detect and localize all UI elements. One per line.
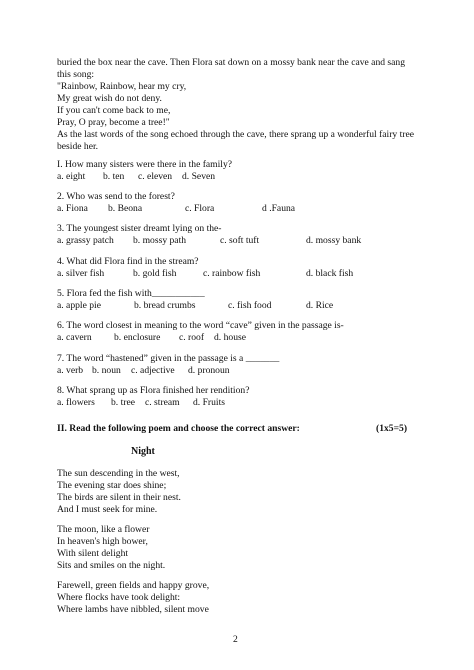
option-c: c. roof (179, 332, 205, 343)
question-2: 2. Who was send to the forest? (57, 191, 175, 202)
song-line: If you can't come back to me, (57, 105, 171, 116)
option-a: a. eight (57, 171, 86, 182)
poem-line: The birds are silent in their nest. (57, 492, 181, 503)
poem-line: Sits and smiles on the night. (57, 560, 166, 571)
option-a: a. apple pie (57, 300, 101, 311)
option-d: d. black fish (306, 268, 354, 279)
option-b: b. tree (111, 397, 135, 408)
option-b: b. noun (92, 365, 121, 376)
option-c: c. eleven (138, 171, 173, 182)
option-b: b. Beona (108, 203, 143, 214)
poem-line: The evening star does shine; (57, 480, 167, 491)
passage-line: buried the box near the cave. Then Flora sat down on a mossy bank near the cave and sang (57, 57, 406, 68)
poem-line: The moon, like a flower (57, 524, 150, 535)
option-d: d. mossy bank (306, 235, 362, 246)
passage-line: this song: (57, 69, 95, 80)
question-8: 8. What sprang up as Flora finished her rendition? (57, 385, 250, 396)
option-d: d. house (214, 332, 246, 343)
option-d: d. Rice (306, 300, 334, 311)
song-line: My great wish do not deny. (57, 93, 162, 104)
option-c: c. stream (145, 397, 180, 408)
option-b: b. ten (103, 171, 125, 182)
song-line: Pray, O pray, become a tree!" (57, 117, 170, 128)
question-3: 3. The youngest sister dreamt lying on the- (57, 223, 222, 234)
poem-line: Where lambs have nibbled, silent move (57, 604, 209, 615)
question-6: 6. The word closest in meaning to the word “cave” given in the passage is- (57, 320, 344, 331)
option-c: c. fish food (228, 300, 272, 311)
poem-line: With silent delight (57, 548, 129, 559)
option-c: c. rainbow fish (203, 268, 261, 279)
poem-title: Night (131, 446, 155, 457)
section-heading: II. Read the following poem and choose the correct answer: (57, 423, 300, 434)
poem-line: The sun descending in the west, (57, 468, 180, 479)
option-a: a. silver fish (57, 268, 105, 279)
option-a: a. cavern (57, 332, 92, 343)
option-b: b. bread crumbs (134, 300, 196, 311)
option-d: d. Seven (182, 171, 216, 182)
poem-line: Farewell, green fields and happy grove, (57, 580, 210, 591)
option-b: b. gold fish (133, 268, 177, 279)
passage-line: As the last words of the song echoed through the cave, there sprang up a wonderful fairy tree (57, 129, 414, 140)
song-line: "Rainbow, Rainbow, hear my cry, (57, 81, 187, 92)
option-d: d. Fruits (193, 397, 225, 408)
section-marks: (1x5=5) (376, 423, 408, 434)
option-d: d. pronoun (188, 365, 230, 376)
option-a: a. grassy patch (57, 235, 114, 246)
option-b: b. mossy path (133, 235, 187, 246)
question-4: 4. What did Flora find in the stream? (57, 256, 199, 267)
option-c: c. Flora (185, 203, 215, 214)
question-5: 5. Flora fed the fish with___________ (57, 288, 205, 299)
option-c: c. soft tuft (220, 235, 260, 246)
option-d: d .Fauna (262, 203, 296, 214)
page-number: 2 (233, 634, 238, 645)
option-b: b. enclosure (114, 332, 161, 343)
poem-line: Where flocks have took delight: (57, 592, 181, 603)
poem-line: And I must seek for mine. (57, 504, 158, 515)
question-7: 7. The word “hastened” given in the passage is a _______ (57, 353, 280, 364)
option-a: a. verb (57, 365, 84, 376)
question-1: I. How many sisters were there in the family? (57, 159, 233, 170)
poem-line: In heaven's high bower, (57, 536, 148, 547)
option-c: c. adjective (131, 365, 175, 376)
option-a: a. flowers (57, 397, 95, 408)
option-a: a. Fiona (57, 203, 88, 214)
passage-line: beside her. (57, 141, 99, 152)
